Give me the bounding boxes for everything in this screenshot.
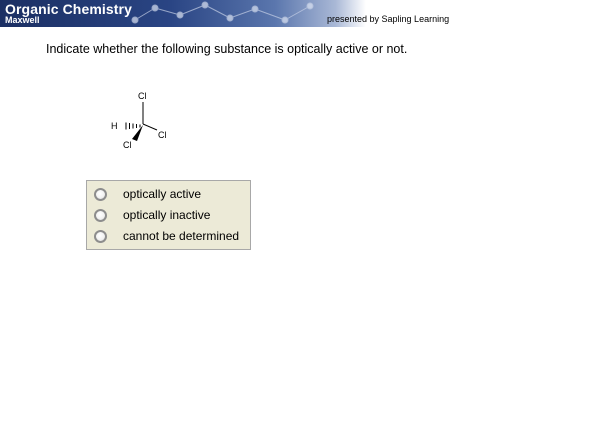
option-label: cannot be determined <box>123 229 240 243</box>
header-banner <box>0 0 610 27</box>
molecule-structure <box>105 88 185 158</box>
molecule-decoration-icon <box>125 0 325 27</box>
option-optically-inactive[interactable] <box>94 206 210 224</box>
option-label: optically active <box>123 187 202 201</box>
app-subtitle: Maxwell <box>5 15 40 25</box>
app-title: Organic Chemistry <box>5 1 132 17</box>
question-prompt: Indicate whether the following substance is optically active or not. <box>46 42 408 56</box>
presented-by-text: presented by Sapling Learning <box>327 14 450 24</box>
wedge-bond <box>132 125 143 141</box>
option-optically-active[interactable] <box>94 185 201 203</box>
atom-label-h: H <box>111 121 118 131</box>
hashed-bond <box>126 123 140 130</box>
answer-options <box>86 180 251 250</box>
atom-label-bottom: Cl <box>123 140 132 150</box>
option-label: optically inactive <box>123 208 211 222</box>
radio-button-icon[interactable] <box>94 209 107 222</box>
option-cannot-be-determined[interactable] <box>94 227 239 245</box>
atom-label-right: Cl <box>158 130 167 140</box>
atom-label-top: Cl <box>138 91 147 101</box>
radio-button-icon[interactable] <box>94 188 107 201</box>
bond-right <box>143 124 157 130</box>
radio-button-icon[interactable] <box>94 230 107 243</box>
